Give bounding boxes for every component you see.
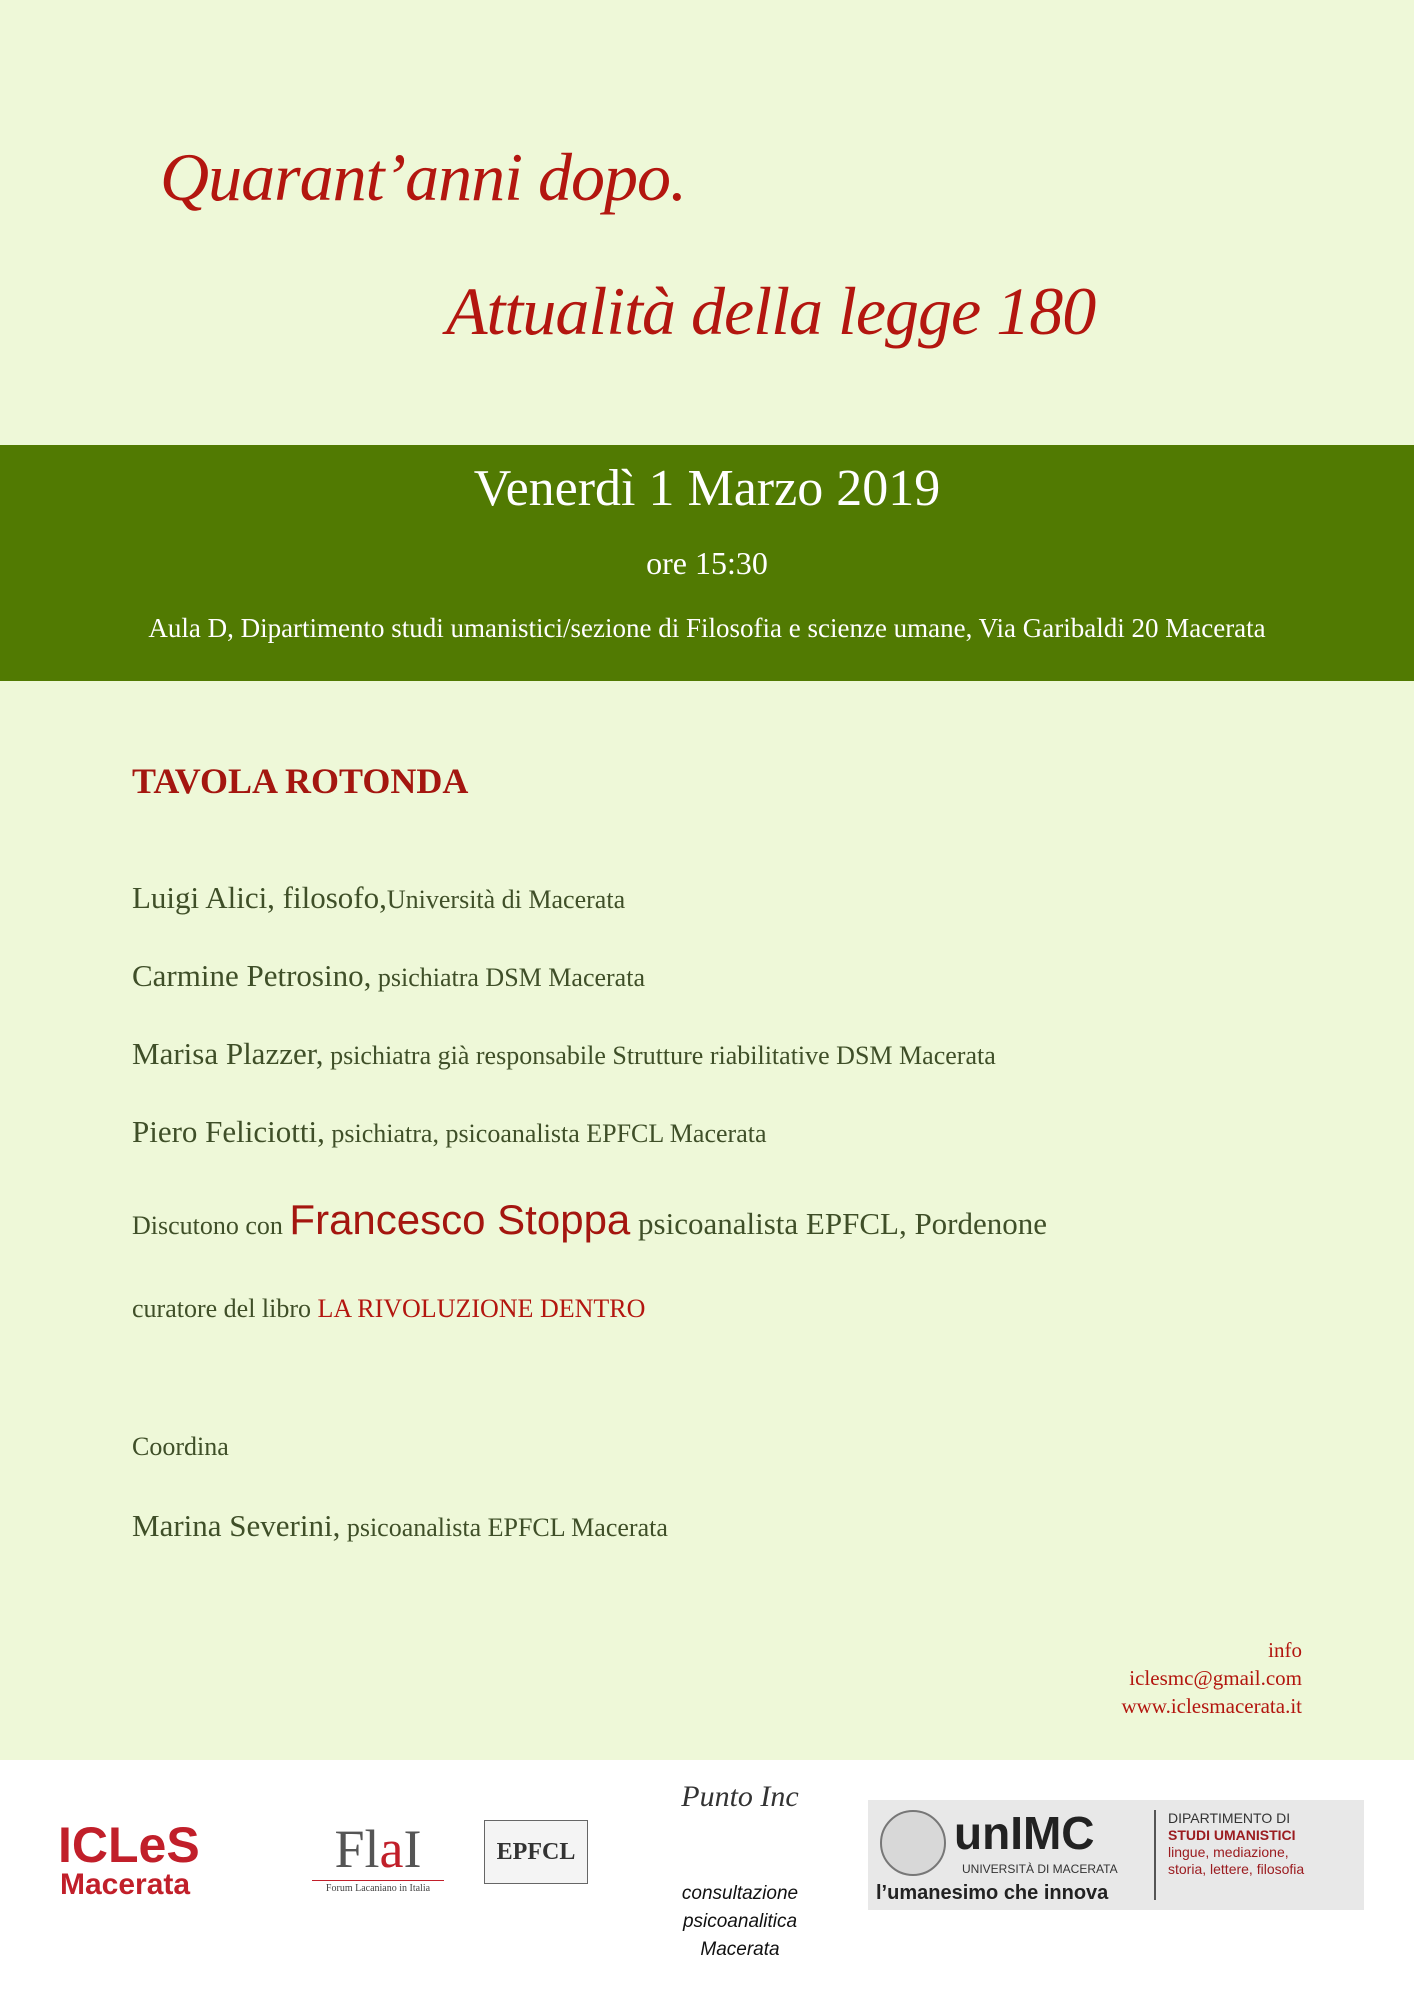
speaker-role: psichiatra, psicoanalista EPFCL Macerata [324,1119,767,1148]
speaker-role: psichiatra DSM Macerata [371,963,645,992]
event-banner [0,445,1414,681]
info-email[interactable]: iclesmc@gmail.com [1129,1666,1302,1690]
speaker-row [132,958,645,994]
coordinator-label-row [132,1432,229,1462]
unimc-brand: unIMC [954,1807,1095,1859]
book-title: LA RIVOLUZIONE DENTRO [317,1294,646,1323]
discussant-role: psicoanalista EPFCL, Pordenone [630,1206,1048,1241]
flai-mark: FlaI [334,1819,422,1879]
epfcl-logo: EPFCL [484,1820,588,1884]
unimc-logo [868,1800,1364,1910]
contact-info [1121,1636,1302,1720]
punto-inc-caption: consultazione psicoanalitica Macerata [681,1883,799,1960]
coordinator-row [132,1508,668,1544]
unimc-subtitle: UNIVERSITÀ DI MACERATA [962,1862,1118,1876]
speaker-row [132,1036,996,1072]
event-date: Venerdì 1 Marzo 2019 [473,460,941,517]
speaker-row [132,1114,767,1150]
coordinator-name: Marina Severini, [132,1508,341,1543]
event-location: Aula D, Dipartimento studi umanistici/sezione di Filosofia e scienze umane, Via Garibaldi 20 Macerata [148,613,1266,643]
info-website[interactable]: www.iclesmacerata.it [1121,1694,1302,1718]
info-label: info [1268,1638,1302,1662]
discussant-prefix: Discutono con [132,1211,290,1240]
speaker-name: Luigi Alici, filosofo, [132,880,387,915]
punto-inc-mark: Punto Inc [681,1780,799,1813]
speaker-role: psichiatra già responsabile Strutture riabilitative DSM Macerata [323,1041,996,1070]
university-seal-icon [880,1810,946,1876]
icles-logo-text: ICLeS [58,1817,200,1873]
discussant-row [132,1196,1047,1244]
title-line-2: Attualità della legge 180 [446,273,1096,349]
icles-logo-city: Macerata [60,1868,191,1901]
curator-row [132,1294,645,1324]
speaker-role: Università di Macerata [386,885,626,914]
curator-prefix: curatore del libro [132,1294,318,1323]
department-label: DIPARTIMENTO DI STUDI UMANISTICI lingue, mediazione, storia, lettere, filosofia [1168,1810,1305,1877]
speaker-row [132,880,625,916]
event-time: ore 15:30 [646,545,768,581]
discussant-name: Francesco Stoppa [289,1196,631,1243]
flai-logo [312,1819,444,1894]
coordinator-label: Coordina [132,1432,229,1461]
punto-inc-logo [670,1780,810,1964]
speaker-name: Piero Feliciotti, [132,1114,325,1149]
title-line-1: Quarant’anni dopo. [160,139,686,215]
sponsor-footer [0,1760,1414,2000]
coordinator-role: psicoanalista EPFCL Macerata [340,1513,668,1542]
panel-heading: TAVOLA ROTONDA [132,761,469,801]
speaker-name: Marisa Plazzer, [132,1036,324,1071]
unimc-tagline: l’umanesimo che innova [876,1882,1109,1904]
unimc-divider [1154,1810,1156,1900]
flai-caption: Forum Lacaniano in Italia [312,1880,444,1894]
speaker-name: Carmine Petrosino, [132,958,372,993]
icles-logo [58,1817,200,1901]
